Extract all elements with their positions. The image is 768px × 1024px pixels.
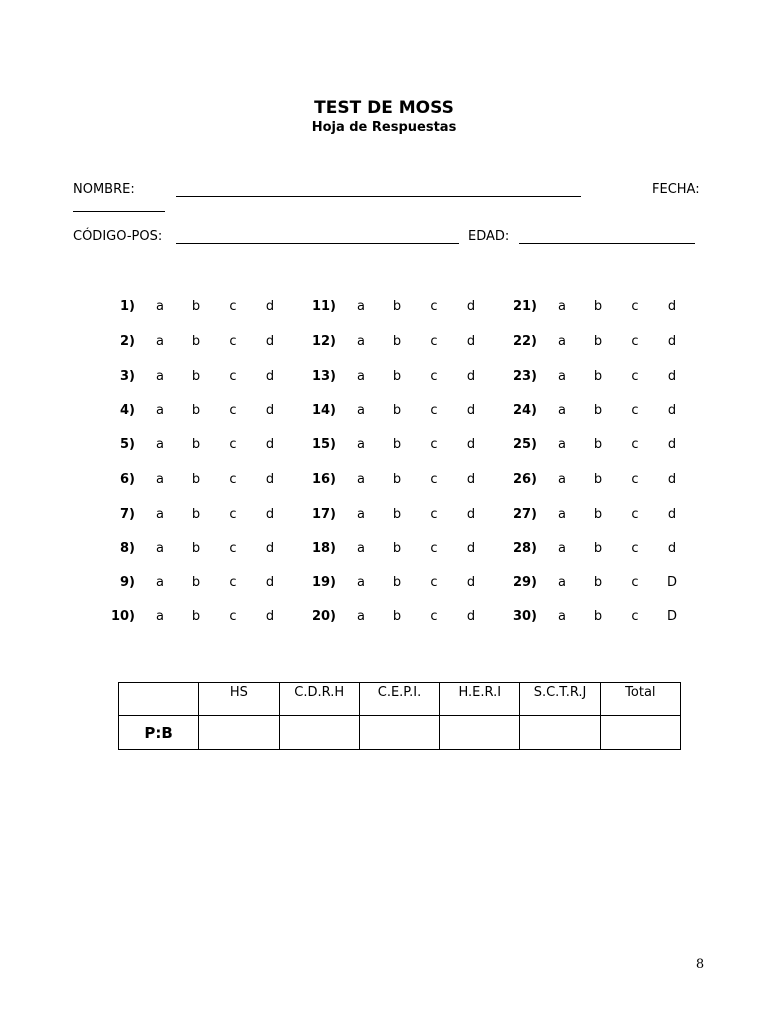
question-number: 15) — [311, 437, 336, 452]
answer-option[interactable]: b — [392, 541, 402, 556]
answer-option[interactable]: b — [593, 403, 603, 418]
fecha-label: FECHA: — [652, 182, 700, 197]
score-header-cell: C.D.R.H — [279, 683, 359, 716]
answer-option[interactable]: d — [466, 541, 476, 556]
answer-option[interactable]: c — [229, 437, 237, 452]
answer-option[interactable]: c — [430, 575, 438, 590]
answer-option[interactable]: b — [191, 507, 201, 522]
answer-option[interactable]: c — [631, 369, 639, 384]
question-number: 13) — [311, 369, 336, 384]
score-header-cell: HS — [199, 683, 279, 716]
answer-option[interactable]: c — [229, 334, 237, 349]
answer-option[interactable]: b — [593, 541, 603, 556]
question-number: 27) — [512, 507, 537, 522]
question-number: 1) — [120, 299, 135, 314]
answer-option[interactable]: a — [156, 472, 164, 487]
score-header-cell: Total — [600, 683, 680, 716]
answer-option[interactable]: c — [430, 334, 438, 349]
question-number: 30) — [512, 609, 537, 624]
answer-option[interactable]: a — [357, 609, 365, 624]
answer-option[interactable]: d — [466, 472, 476, 487]
question-number: 17) — [311, 507, 336, 522]
answer-option[interactable]: d — [667, 472, 677, 487]
answer-option[interactable]: a — [558, 299, 566, 314]
answer-option[interactable]: d — [667, 507, 677, 522]
answer-option[interactable]: b — [191, 334, 201, 349]
question-number: 29) — [512, 575, 537, 590]
score-cell-heri[interactable] — [440, 716, 520, 750]
answer-option[interactable]: c — [430, 507, 438, 522]
answer-option[interactable]: a — [156, 403, 164, 418]
answer-option[interactable]: a — [558, 575, 566, 590]
answer-option[interactable]: b — [191, 437, 201, 452]
nombre-field[interactable] — [176, 196, 581, 197]
answer-option[interactable]: d — [265, 609, 275, 624]
answer-option[interactable]: d — [265, 299, 275, 314]
answer-option[interactable]: d — [466, 403, 476, 418]
score-row-label: P:B — [119, 716, 199, 750]
question-number: 26) — [512, 472, 537, 487]
answer-option[interactable]: d — [265, 472, 275, 487]
answer-option[interactable]: c — [430, 437, 438, 452]
score-header-cell: C.E.P.I. — [359, 683, 439, 716]
question-number: 18) — [311, 541, 336, 556]
answer-option[interactable]: a — [357, 575, 365, 590]
nombre-label: NOMBRE: — [73, 182, 135, 197]
answer-option[interactable]: c — [229, 507, 237, 522]
score-header-cell: S.C.T.R.J — [520, 683, 600, 716]
answer-option[interactable]: a — [156, 507, 164, 522]
score-header-cell — [119, 683, 199, 716]
answer-option[interactable]: a — [558, 609, 566, 624]
answer-option[interactable]: c — [229, 541, 237, 556]
answer-option[interactable]: d — [466, 334, 476, 349]
answer-option[interactable]: c — [631, 609, 639, 624]
answer-option[interactable]: c — [430, 299, 438, 314]
answer-option[interactable]: b — [191, 541, 201, 556]
answer-option[interactable]: b — [392, 507, 402, 522]
question-number: 25) — [512, 437, 537, 452]
answer-option[interactable]: d — [466, 299, 476, 314]
answer-option[interactable]: b — [392, 334, 402, 349]
answer-option[interactable]: a — [156, 437, 164, 452]
answer-option[interactable]: c — [229, 609, 237, 624]
answer-option[interactable]: a — [558, 334, 566, 349]
answer-option[interactable]: d — [466, 369, 476, 384]
edad-field[interactable] — [519, 243, 695, 244]
answer-option[interactable]: c — [631, 403, 639, 418]
codigo-label: CÓDIGO-POS: — [73, 229, 163, 244]
answer-option[interactable]: b — [191, 472, 201, 487]
answer-option[interactable]: a — [558, 437, 566, 452]
answer-option[interactable]: d — [466, 437, 476, 452]
answer-option[interactable]: d — [265, 437, 275, 452]
answer-option[interactable]: b — [392, 369, 402, 384]
answer-option[interactable]: b — [593, 575, 603, 590]
question-number: 14) — [311, 403, 336, 418]
question-number: 12) — [311, 334, 336, 349]
answer-option[interactable]: c — [631, 507, 639, 522]
answer-option[interactable]: c — [631, 541, 639, 556]
question-number: 10) — [110, 609, 135, 624]
answer-option[interactable]: c — [229, 403, 237, 418]
answer-option[interactable]: b — [191, 403, 201, 418]
answer-option[interactable]: b — [191, 575, 201, 590]
question-number: 16) — [311, 472, 336, 487]
score-header-row — [119, 683, 681, 716]
question-number: 3) — [120, 369, 135, 384]
answer-option[interactable]: a — [357, 334, 365, 349]
page-title: TEST DE MOSS — [314, 98, 454, 118]
question-number: 22) — [512, 334, 537, 349]
page-subtitle: Hoja de Respuestas — [311, 120, 457, 135]
question-number: 21) — [512, 299, 537, 314]
question-number: 11) — [311, 299, 336, 314]
answer-option[interactable]: a — [558, 507, 566, 522]
answer-option[interactable]: a — [357, 437, 365, 452]
answer-option[interactable]: c — [430, 403, 438, 418]
answer-option[interactable]: d — [667, 369, 677, 384]
question-number: 4) — [120, 403, 135, 418]
answer-option[interactable]: b — [191, 299, 201, 314]
answer-option[interactable]: d — [667, 403, 677, 418]
answer-option[interactable]: b — [392, 472, 402, 487]
answer-option[interactable]: c — [631, 437, 639, 452]
score-value-row — [119, 716, 681, 750]
question-number: 8) — [120, 541, 135, 556]
answer-option[interactable]: d — [265, 541, 275, 556]
question-number: 9) — [120, 575, 135, 590]
answer-option[interactable]: c — [631, 472, 639, 487]
answer-option[interactable]: b — [593, 507, 603, 522]
answer-option[interactable]: d — [265, 403, 275, 418]
answer-option[interactable]: d — [265, 507, 275, 522]
answer-option[interactable]: d — [667, 437, 677, 452]
answer-option[interactable]: a — [357, 541, 365, 556]
answer-option[interactable]: a — [156, 575, 164, 590]
answer-option[interactable]: a — [558, 541, 566, 556]
answer-option[interactable]: b — [191, 609, 201, 624]
answer-option[interactable]: c — [229, 369, 237, 384]
answer-option[interactable]: b — [191, 369, 201, 384]
answer-option[interactable]: a — [156, 369, 164, 384]
edad-label: EDAD: — [468, 229, 510, 244]
answer-option[interactable]: d — [466, 609, 476, 624]
question-number: 6) — [120, 472, 135, 487]
answer-option[interactable]: a — [357, 507, 365, 522]
answer-option[interactable]: b — [593, 369, 603, 384]
question-number: 19) — [311, 575, 336, 590]
answer-option[interactable]: c — [229, 299, 237, 314]
answer-option[interactable]: c — [430, 541, 438, 556]
answer-option[interactable]: d — [667, 541, 677, 556]
fecha-field[interactable] — [73, 211, 165, 212]
answer-option[interactable]: a — [558, 369, 566, 384]
answer-option[interactable]: a — [357, 472, 365, 487]
answer-option[interactable]: a — [357, 369, 365, 384]
score-cell-total[interactable] — [600, 716, 680, 750]
answer-option[interactable]: a — [558, 472, 566, 487]
answer-option[interactable]: c — [430, 609, 438, 624]
answer-option[interactable]: c — [631, 575, 639, 590]
question-number: 20) — [311, 609, 336, 624]
answer-option[interactable]: c — [430, 472, 438, 487]
answer-option[interactable]: c — [430, 369, 438, 384]
score-table — [118, 682, 681, 750]
score-cell-cepi[interactable] — [359, 716, 439, 750]
answer-option[interactable]: b — [392, 609, 402, 624]
answer-option[interactable]: b — [392, 575, 402, 590]
answer-option[interactable]: d — [466, 575, 476, 590]
answer-option[interactable]: d — [466, 507, 476, 522]
answer-option[interactable]: c — [229, 472, 237, 487]
answer-option[interactable]: b — [392, 437, 402, 452]
answer-option[interactable]: a — [156, 334, 164, 349]
answer-option[interactable]: a — [156, 541, 164, 556]
answer-option[interactable]: b — [392, 403, 402, 418]
answer-option[interactable]: a — [156, 299, 164, 314]
score-cell-hs[interactable] — [199, 716, 279, 750]
answer-option[interactable]: d — [265, 334, 275, 349]
answer-option[interactable]: b — [593, 334, 603, 349]
score-cell-sctrj[interactable] — [520, 716, 600, 750]
question-number: 2) — [120, 334, 135, 349]
answer-option[interactable]: D — [666, 575, 677, 590]
answer-option[interactable]: b — [593, 299, 603, 314]
answer-option[interactable]: b — [593, 437, 603, 452]
answer-option[interactable]: b — [593, 609, 603, 624]
answer-option[interactable]: D — [666, 609, 677, 624]
answer-option[interactable]: a — [357, 403, 365, 418]
answer-option[interactable]: d — [667, 299, 677, 314]
score-header-cell: H.E.R.I — [440, 683, 520, 716]
answer-option[interactable]: a — [357, 299, 365, 314]
question-number: 28) — [512, 541, 537, 556]
answer-option[interactable]: b — [392, 299, 402, 314]
question-number: 24) — [512, 403, 537, 418]
codigo-field[interactable] — [176, 243, 459, 244]
answer-option[interactable]: d — [265, 575, 275, 590]
answer-option[interactable]: c — [631, 334, 639, 349]
score-cell-cdrh[interactable] — [279, 716, 359, 750]
answer-option[interactable]: c — [229, 575, 237, 590]
answer-option[interactable]: c — [631, 299, 639, 314]
answer-option[interactable]: a — [156, 609, 164, 624]
question-number: 7) — [120, 507, 135, 522]
answer-option[interactable]: a — [558, 403, 566, 418]
question-number: 5) — [120, 437, 135, 452]
page-number: 8 — [695, 957, 705, 972]
answer-option[interactable]: b — [593, 472, 603, 487]
question-number: 23) — [512, 369, 537, 384]
answer-option[interactable]: d — [265, 369, 275, 384]
answer-option[interactable]: d — [667, 334, 677, 349]
